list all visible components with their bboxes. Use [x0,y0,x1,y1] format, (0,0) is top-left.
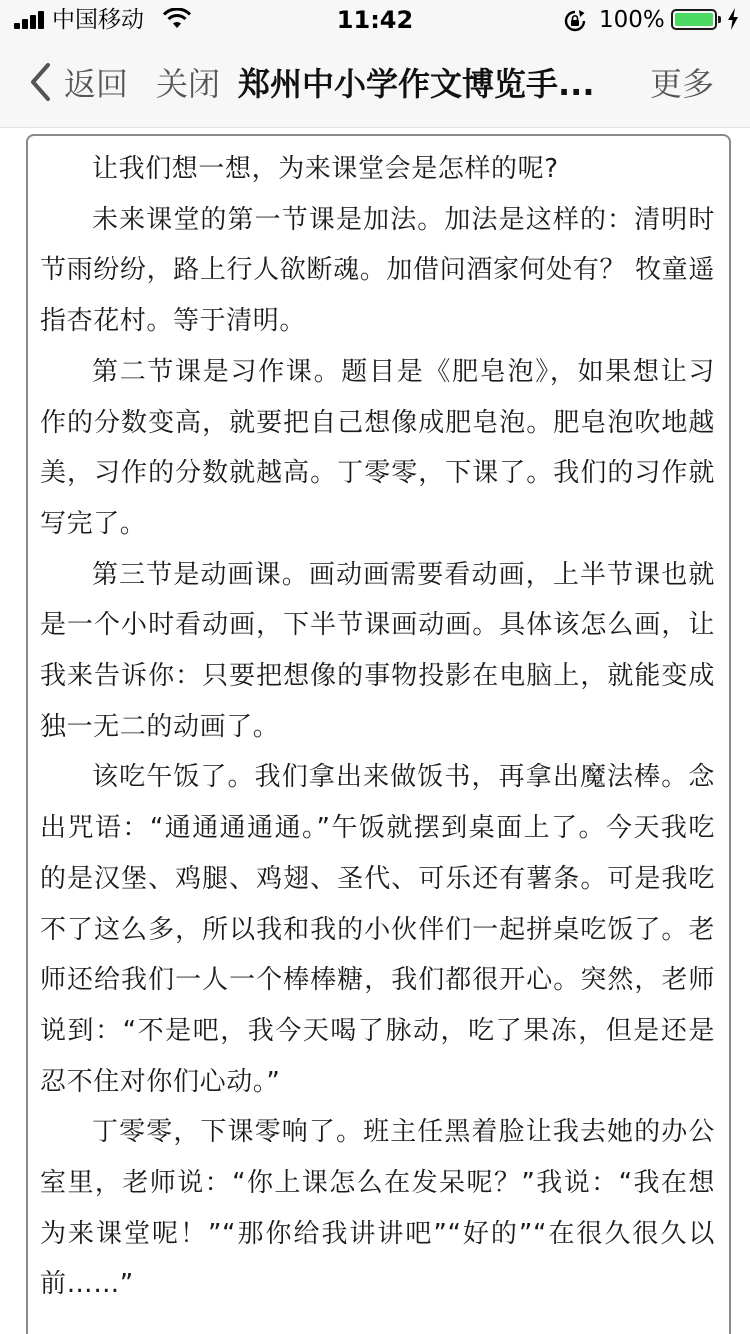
rotation-lock-icon [563,9,587,37]
article-body [26,134,731,1334]
content-area[interactable] [0,128,750,1334]
battery-nub [718,16,721,23]
clock: 11:42 [336,6,414,34]
article-paragraph: 第二节课是习作课。题目是《肥皂泡》，如果想让习作的分数变高，就要把自己想像成肥皂泡。肥皂泡吹地越美，习作的分数就越高。丁零零，下课了。我们的习作就写完了。 [40,356,715,539]
back-button[interactable] [28,62,128,106]
article-paragraph: 该吃午饭了。我们拿出来做饭书，再拿出魔法棒。念出咒语：“通通通通通。”午饭就摆到桌面上了。今天我吃的是汉堡、鸡腿、鸡翅、圣代、可乐还有薯条。可是我吃不了这么多，所以我和我的小伙伴们一起拼桌吃饭了。老师还给我们一人一个棒棒糖，我们都很开心。突然，老师说到：“不是吧，我今天喝了脉动，吃了果冻，但是还是忍不住对你们心动。” [40,762,715,1097]
article-paragraph: 丁零零，下课零响了。班主任黑着脸让我去她的办公室里，老师说：“你上课怎么在发呆呢？”我说：“我在想为来课堂呢！”“那你给我讲讲吧”“好的”“在很久很久以前……” [40,1117,715,1300]
chevron-left-icon [28,62,52,106]
battery-fill [675,13,713,26]
more-button[interactable]: 更多 [649,65,714,103]
navigation-bar [0,40,750,128]
carrier-name: 中国移动 [52,7,144,33]
close-button[interactable]: 关闭 [156,65,221,103]
page-title: 郑州中小学作文博览手... [238,65,595,103]
article-paragraph: 让我们想一想，为来课堂会是怎样的呢? [92,154,559,184]
article-paragraph: 第三节是动画课。画动画需要看动画，上半节课也就是一个小时看动画，下半节课画动画。具体该怎么画，让我来告诉你：只要把想像的事物投影在电脑上，就能变成独一无二的动画了。 [40,559,715,742]
battery-percentage: 100% [599,7,665,33]
battery-icon [671,9,717,30]
status-bar [0,0,750,40]
article-paragraph: 未来课堂的第一节课是加法。加法是这样的：清明时节雨纷纷，路上行人欲断魂。加借问酒家何处有？ 牧童遥指杏花村。等于清明。 [40,204,715,337]
charging-bolt-icon [727,8,739,34]
back-label: 返回 [64,65,129,103]
